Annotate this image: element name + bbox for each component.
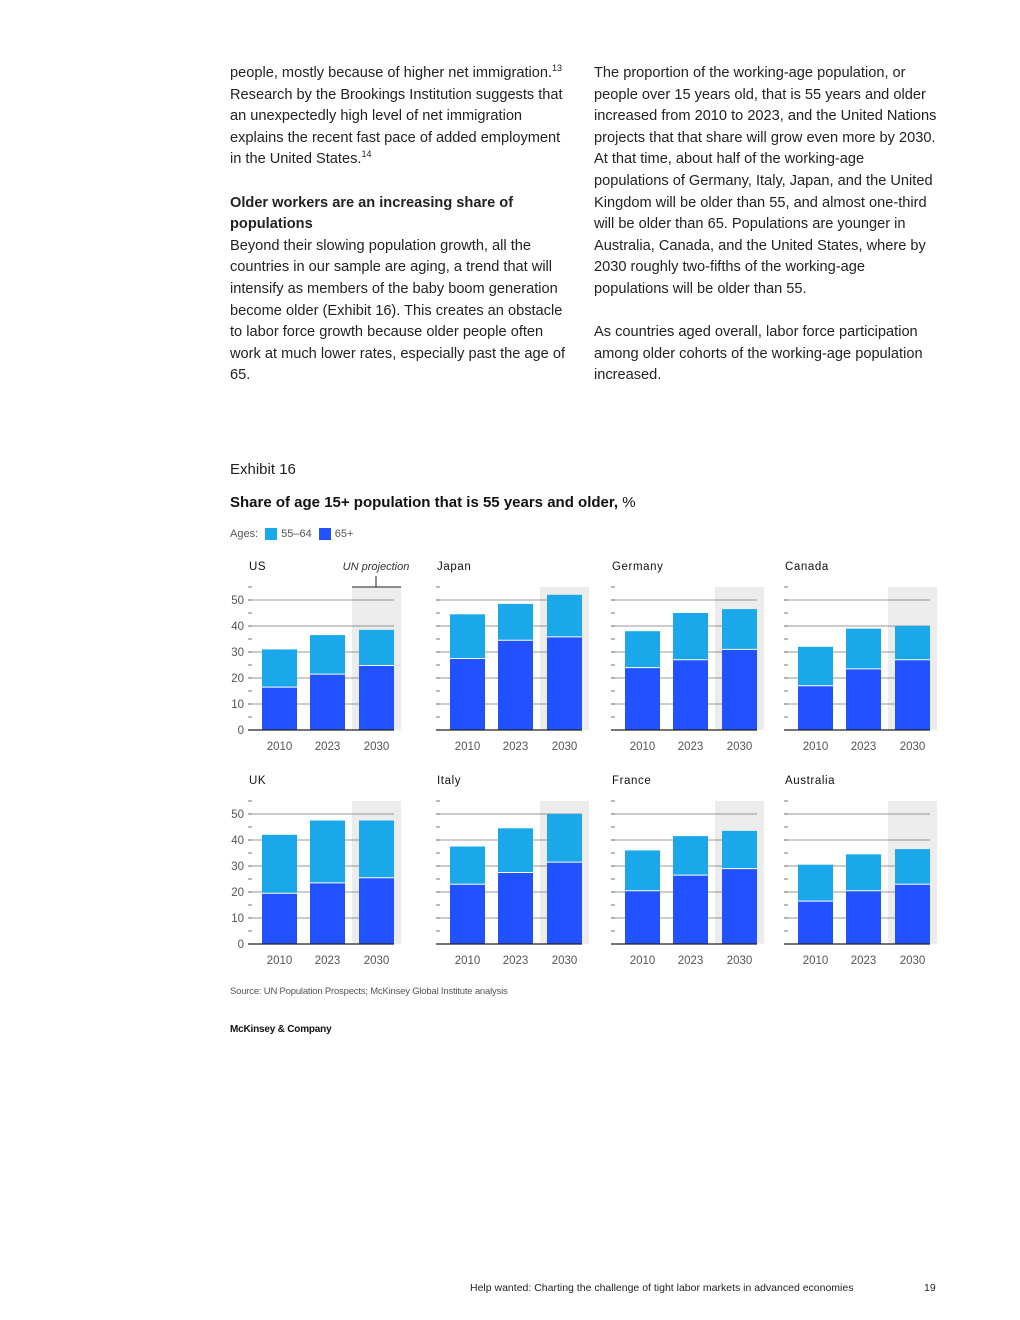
panel-title-uk: UK xyxy=(249,775,267,787)
brand-name: McKinsey & Company xyxy=(230,1024,332,1035)
bar-55-64-australia-2023 xyxy=(846,854,881,890)
bar-65-plus-japan-2023 xyxy=(498,640,533,730)
x-tick-label-japan-2023: 2023 xyxy=(502,741,529,753)
y-tick-label-us-50: 50 xyxy=(231,595,244,607)
paragraph-participation: As countries aged overall, labor force participation among older cohorts of the working-age population increased. xyxy=(594,324,923,384)
y-tick-label-us-30: 30 xyxy=(231,647,244,659)
bar-55-64-france-2023 xyxy=(673,836,708,875)
panel-title-australia: Australia xyxy=(785,775,836,787)
bar-65-plus-us-2010 xyxy=(262,687,297,730)
y-tick-label-uk-20: 20 xyxy=(231,887,244,899)
bar-65-plus-italy-2010 xyxy=(450,884,485,944)
bar-65-plus-canada-2010 xyxy=(798,686,833,730)
bar-65-plus-italy-2023 xyxy=(498,873,533,945)
x-tick-label-italy-2023: 2023 xyxy=(502,955,529,967)
x-tick-label-australia-2030: 2030 xyxy=(899,955,926,967)
bar-65-plus-us-2023 xyxy=(310,674,345,730)
bar-65-plus-uk-2030 xyxy=(359,878,394,944)
bar-55-64-australia-2010 xyxy=(798,865,833,901)
bar-65-plus-italy-2030 xyxy=(547,862,582,944)
y-tick-label-uk-30: 30 xyxy=(231,861,244,873)
bar-65-plus-france-2030 xyxy=(722,869,757,944)
y-tick-label-uk-50: 50 xyxy=(231,809,244,821)
bar-65-plus-uk-2023 xyxy=(310,883,345,944)
bar-65-plus-australia-2023 xyxy=(846,891,881,944)
y-tick-label-us-20: 20 xyxy=(231,673,244,685)
bar-55-64-uk-2010 xyxy=(262,835,297,894)
bar-55-64-us-2030 xyxy=(359,630,394,666)
legend-item-65-plus: 65+ xyxy=(334,528,354,540)
x-tick-label-france-2030: 2030 xyxy=(726,955,753,967)
projection-annotation: UN projection xyxy=(342,561,410,573)
legend-item-55-64: 55–64 xyxy=(281,528,312,540)
paragraph-working-age: The proportion of the working-age population, or people over 15 years old, that is 55 years and older increased from 2010 to 2023, and the United Nations projects that that share will grow even more by 2030. At that time, about half of the working-age populations of Germany, Italy, Japan, and the United Kingdom will be older than 55, and almost one-third will be older than 65. Populations are younger in Australia, Canada, and the United States, where by 2030 roughly two-fifths of the working-age populations will be older than 55. xyxy=(594,65,937,297)
paragraph-immigration: people, mostly because of higher net immigration.$^{13}$ Research by the Brookings Institution suggests that an unexpectedly high level of net immigration explains the recent fast pace of added employment in the United States.$^{14}$ xyxy=(230,63,563,168)
bar-55-64-uk-2030 xyxy=(359,821,394,878)
x-tick-label-uk-2030: 2030 xyxy=(363,955,390,967)
bar-55-64-canada-2023 xyxy=(846,629,881,669)
bar-65-plus-us-2030 xyxy=(359,666,394,730)
y-tick-label-uk-10: 10 xyxy=(231,913,244,925)
y-tick-label-uk-0: 0 xyxy=(237,939,244,951)
x-tick-label-uk-2023: 2023 xyxy=(314,955,341,967)
bar-65-plus-japan-2010 xyxy=(450,659,485,731)
x-tick-label-germany-2023: 2023 xyxy=(677,741,704,753)
panel-title-japan: Japan xyxy=(437,561,472,573)
x-tick-label-canada-2010: 2010 xyxy=(802,741,829,753)
x-tick-label-us-2023: 2023 xyxy=(314,741,341,753)
y-tick-label-us-0: 0 xyxy=(237,725,244,737)
bar-55-64-italy-2010 xyxy=(450,847,485,885)
bar-65-plus-germany-2010 xyxy=(625,668,660,730)
bar-65-plus-australia-2030 xyxy=(895,884,930,944)
x-tick-label-italy-2030: 2030 xyxy=(551,955,578,967)
bar-55-64-japan-2010 xyxy=(450,614,485,658)
x-tick-label-uk-2010: 2010 xyxy=(266,955,293,967)
footnote-14[interactable]: 14 xyxy=(361,149,372,160)
bar-55-64-uk-2023 xyxy=(310,821,345,883)
y-tick-label-uk-40: 40 xyxy=(231,835,244,847)
bar-65-plus-japan-2030 xyxy=(547,637,582,730)
bar-55-64-germany-2010 xyxy=(625,631,660,667)
page-number: 19 xyxy=(924,1282,936,1294)
bar-65-plus-canada-2030 xyxy=(895,660,930,730)
x-tick-label-japan-2030: 2030 xyxy=(551,741,578,753)
bar-55-64-canada-2010 xyxy=(798,647,833,686)
bar-65-plus-germany-2030 xyxy=(722,649,757,730)
bar-55-64-italy-2030 xyxy=(547,814,582,862)
bar-65-plus-australia-2010 xyxy=(798,901,833,944)
x-tick-label-italy-2010: 2010 xyxy=(454,955,481,967)
bar-65-plus-uk-2010 xyxy=(262,893,297,944)
panel-title-germany: Germany xyxy=(612,561,664,573)
x-tick-label-us-2030: 2030 xyxy=(363,741,390,753)
x-tick-label-germany-2010: 2010 xyxy=(629,741,656,753)
bar-55-64-canada-2030 xyxy=(895,626,930,660)
x-tick-label-germany-2030: 2030 xyxy=(726,741,753,753)
bar-55-64-japan-2030 xyxy=(547,595,582,637)
section-heading: Older workers are an increasing share of populations xyxy=(230,194,514,233)
bar-55-64-us-2010 xyxy=(262,649,297,687)
panel-title-france: France xyxy=(612,775,652,787)
legend-label: Ages: xyxy=(230,528,259,540)
bar-55-64-australia-2030 xyxy=(895,849,930,884)
x-tick-label-france-2023: 2023 xyxy=(677,955,704,967)
paragraph-aging: Beyond their slowing population growth, all the countries in our sample are aging, a trend that will intensify as members of the baby boom generation become older (Exhibit 16). This creates an obstacle to labor force growth because older people often work at much lower rates, especially past the age of 65. xyxy=(230,237,566,384)
x-tick-label-japan-2010: 2010 xyxy=(454,741,481,753)
bar-55-64-germany-2030 xyxy=(722,609,757,649)
bar-55-64-italy-2023 xyxy=(498,828,533,872)
footer-report-title: Help wanted: Charting the challenge of tight labor markets in advanced economies xyxy=(470,1282,854,1294)
x-tick-label-australia-2010: 2010 xyxy=(802,955,829,967)
panel-title-us: US xyxy=(249,561,267,573)
x-tick-label-france-2010: 2010 xyxy=(629,955,656,967)
x-tick-label-canada-2030: 2030 xyxy=(899,741,926,753)
x-tick-label-us-2010: 2010 xyxy=(266,741,293,753)
bar-65-plus-france-2023 xyxy=(673,875,708,944)
bar-65-plus-france-2010 xyxy=(625,891,660,944)
bar-55-64-france-2030 xyxy=(722,831,757,869)
bar-65-plus-canada-2023 xyxy=(846,669,881,730)
bar-55-64-germany-2023 xyxy=(673,613,708,660)
source-note: Source: UN Population Prospects; McKinsey Global Institute analysis xyxy=(230,986,508,997)
bar-55-64-france-2010 xyxy=(625,850,660,890)
bar-55-64-japan-2023 xyxy=(498,604,533,640)
x-tick-label-australia-2023: 2023 xyxy=(850,955,877,967)
panel-title-canada: Canada xyxy=(785,561,829,573)
bar-55-64-us-2023 xyxy=(310,635,345,674)
y-tick-label-us-10: 10 xyxy=(231,699,244,711)
footnote-13[interactable]: 13 xyxy=(552,63,563,73)
x-tick-label-canada-2023: 2023 xyxy=(850,741,877,753)
panel-title-italy: Italy xyxy=(437,775,462,787)
bar-65-plus-germany-2023 xyxy=(673,660,708,730)
y-tick-label-us-40: 40 xyxy=(231,621,244,633)
exhibit-label: Exhibit 16 xyxy=(230,461,296,478)
chart-title: Share of age 15+ population that is 55 years and older, % xyxy=(230,494,636,511)
